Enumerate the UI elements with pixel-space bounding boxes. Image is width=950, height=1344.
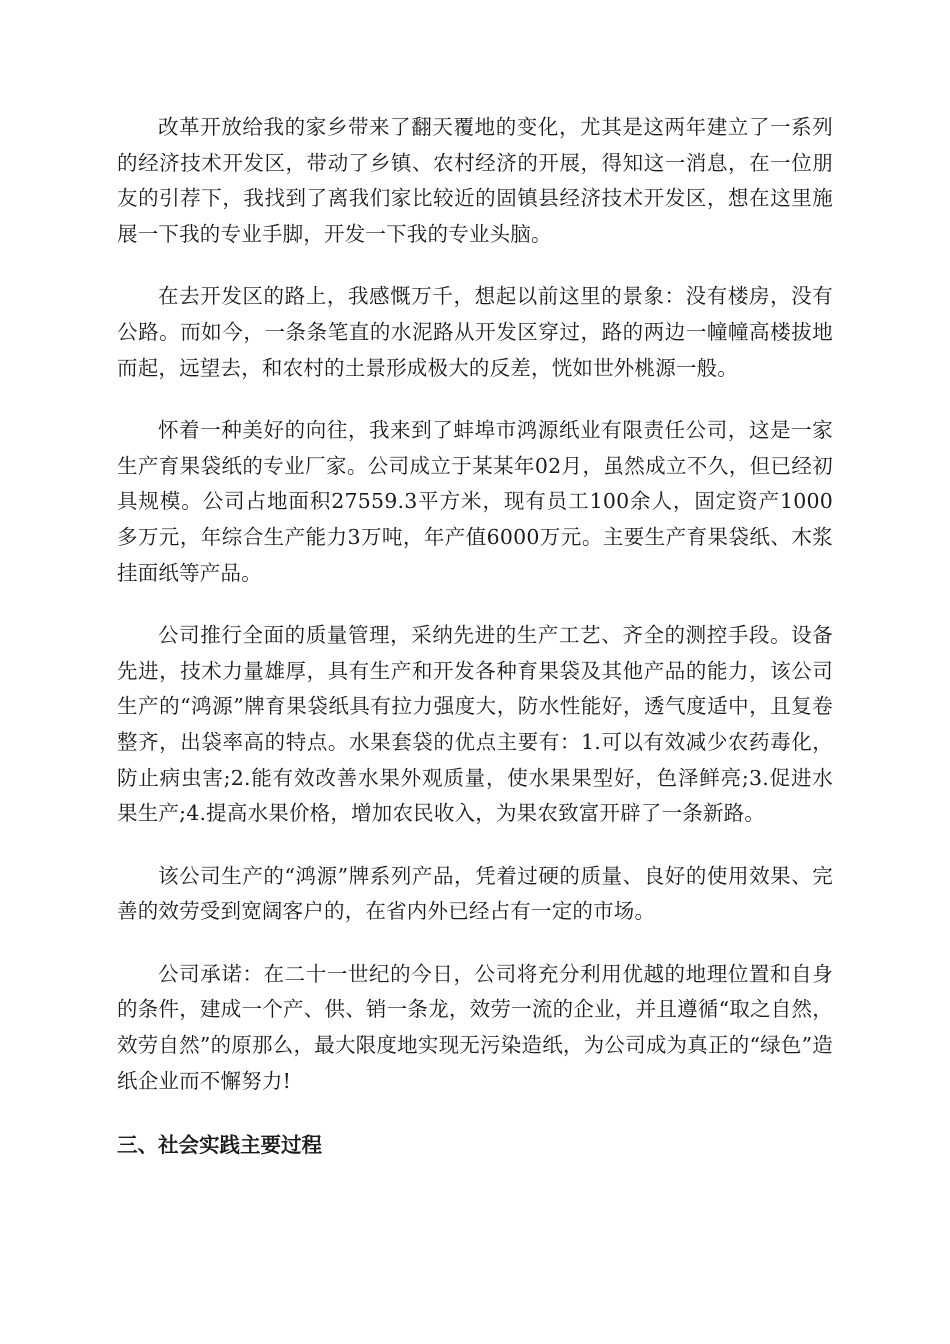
paragraph-company-promise: 公司承诺：在二十一世纪的今日，公司将充分利用优越的地理位置和自身的条件，建成一个产、供、销一条龙，效劳一流的企业，并且遵循“取之自然，效劳自然”的原那么，最大限度地实现无污染造纸，为公司成为真正的“绿色”造纸企业而不懈努力! (117, 961, 833, 1093)
paragraph-product-market: 该公司生产的“鸿源”牌系列产品，凭着过硬的质量、良好的使用效果、完善的效劳受到宽阔客户的，在省内外已经占有一定的市场。 (117, 863, 833, 924)
paragraph-quality-management: 公司推行全面的质量管理，采纳先进的生产工艺、齐全的测控手段。设备先进，技术力量雄厚，具有生产和开发各种育果袋及其他产品的能力，该公司生产的“鸿源”牌育果袋纸具有拉力强度大，防水性能好，透气度适中，且复卷整齐，出袋率高的特点。水果套袋的优点主要有：1.可以有效减少农药毒化，防止病虫害;2.能有效改善水果外观质量，使水果果型好，色泽鲜亮;3.促进水果生产;4.提高水果价格，增加农民收入，为果农致富开辟了一条新路。 (117, 623, 833, 826)
section-heading: 三、社会实践主要过程 (117, 1133, 322, 1158)
document-page (117, 110, 833, 1164)
paragraph-road-to-zone: 在去开发区的路上，我感慨万千，想起以前这里的景象：没有楼房，没有公路。而如今，一条条笔直的水泥路从开发区穿过，路的两边一幢幢高楼拔地而起，远望去，和农村的土景形成极大的反差，恍如世外桃源一般。 (117, 284, 833, 380)
paragraph-company-intro: 怀着一种美好的向往，我来到了蚌埠市鸿源纸业有限责任公司，这是一家生产育果袋纸的专业厂家。公司成立于某某年02月，虽然成立不久，但已经初具规模。公司占地面积27559.3平方米，现有员工100余人，固定资产1000多万元，年综合生产能力3万吨，年产值6000万元。主要生产育果袋纸、木浆挂面纸等产品。 (117, 418, 833, 585)
paragraph-hometown-change: 改革开放给我的家乡带来了翻天覆地的变化，尤其是这两年建立了一系列的经济技术开发区，带动了乡镇、农村经济的开展，得知这一消息，在一位朋友的引荐下，我找到了离我们家比较近的固镇县经济技术开发区，想在这里施展一下我的专业手脚，开发一下我的专业头脑。 (117, 115, 833, 246)
